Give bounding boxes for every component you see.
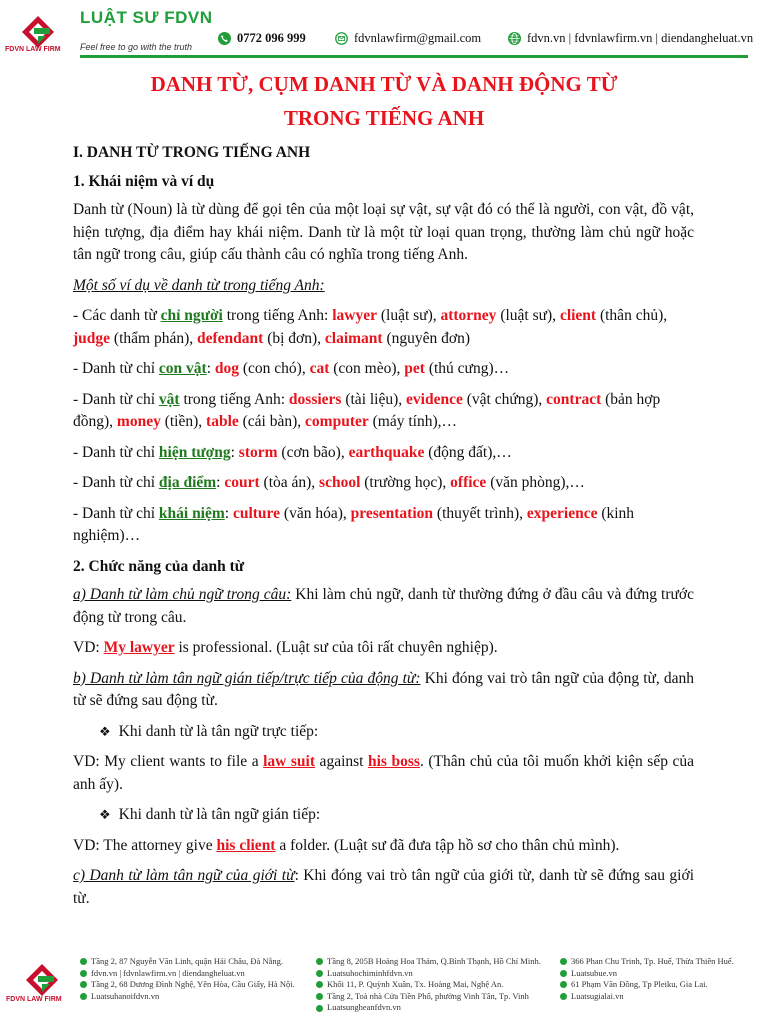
- example-word: school: [319, 474, 361, 491]
- category-label: vật: [158, 390, 180, 408]
- footer-offices-col-2: [316, 956, 541, 1014]
- page-title-line-1: DANH TỪ, CỤM DANH TỪ VÀ DANH ĐỘNG TỪ: [150, 72, 618, 96]
- section-heading: I. DANH TỪ TRONG TIẾNG ANH: [73, 144, 311, 161]
- example-people: - Các danh từ chỉ người trong tiếng Anh: lawyer (luật sư), attorney (luật sư), client (thân chủ), judge (thẩm phán), defendant (bị đơn), claimant (nguyên đơn): [73, 307, 668, 347]
- globe-icon: [80, 970, 87, 977]
- function-label: b) Danh từ làm tân ngữ gián tiếp/trực tiếp của động từ:: [73, 669, 421, 687]
- example-sentence: VD: The attorney give his client a folder. (Luật sư đã đưa tập hồ sơ cho thân chủ mình).: [73, 836, 620, 854]
- footer-line: Tầng 2, 68 Dương Đình Nghệ, Yên Hòa, Cầu Giấy, Hà Nội.: [80, 979, 295, 991]
- header-phone[interactable]: [218, 31, 306, 46]
- example-word: client: [559, 307, 597, 324]
- intro-paragraph: Danh từ (Noun) là từ dùng để gọi tên của một loại sự vật, sự vật đó có thể là người, con vật, đồ vật, hiện tượng, địa điểm hay khái niệm. Danh từ là một từ loại quan trọng, thường làm chủ ngữ hoặc tân ngữ trong câu, giúp cấu thành câu có nghĩa trong tiếng Anh.: [73, 201, 694, 263]
- globe-icon: [560, 993, 567, 1000]
- email-icon: [335, 32, 348, 45]
- footer-line: Luatsuhanoifdvn.vn: [80, 991, 295, 1003]
- footer-line: fdvn.vn | fdvnlawfirm.vn | diendangheluat.vn: [80, 968, 295, 980]
- example-word: presentation: [350, 504, 434, 522]
- page-footer: [0, 952, 768, 1024]
- footer-line: 366 Phan Chu Trinh, Tp. Huế, Thừa Thiên Huế.: [560, 956, 734, 968]
- footer-line: Luatsubue.vn: [560, 968, 734, 980]
- subsection-heading: 1. Khái niệm và ví dụ: [73, 172, 215, 190]
- bullet-direct-object: ❖ Khi danh từ là tân ngữ trực tiếp:: [99, 722, 319, 740]
- globe-icon: [508, 32, 521, 45]
- footer-offices-col-1: [80, 956, 295, 1002]
- example-word: evidence: [406, 390, 463, 408]
- location-icon: [316, 958, 323, 965]
- category-label: con vật: [158, 360, 207, 377]
- location-icon: [316, 993, 323, 1000]
- example-word: claimant: [324, 329, 383, 347]
- example-phenomena: - Danh từ chỉ hiện tượng: storm (cơn bão), earthquake (động đất),…: [73, 443, 512, 461]
- example-word: experience: [526, 504, 598, 522]
- highlighted-noun: My lawyer: [103, 639, 175, 656]
- globe-icon: [560, 970, 567, 977]
- function-preposition-object: c) Danh từ làm tân ngữ của giới từ: Khi đóng vai trò tân ngữ của giới từ, danh từ sẽ đứng sau giới từ.: [73, 867, 694, 907]
- location-icon: [560, 958, 567, 965]
- article-body: [73, 142, 694, 918]
- tagline: Feel free to go with the truth: [80, 42, 193, 52]
- globe-icon: [80, 993, 87, 1000]
- header-websites[interactable]: [508, 31, 753, 46]
- page-header: [0, 0, 768, 58]
- header-email[interactable]: [335, 31, 481, 46]
- location-icon: [316, 981, 323, 988]
- footer-line: Tầng 8, 205B Hoàng Hoa Thám, Q.Bình Thạnh, Hồ Chí Minh.: [316, 956, 541, 968]
- brand-name: LUẬT SƯ FDVN: [80, 8, 213, 27]
- example-word: earthquake: [348, 443, 425, 461]
- footer-line: Khối 11, P. Quỳnh Xuân, Tx. Hoàng Mai, Nghệ An.: [316, 979, 541, 991]
- fdvn-logo-icon: [24, 962, 60, 1000]
- example-word: defendant: [197, 329, 264, 347]
- example-word: computer: [305, 413, 369, 430]
- diamond-bullet-icon: ❖: [99, 807, 111, 822]
- phone-icon: [218, 32, 231, 45]
- location-icon: [80, 981, 87, 988]
- location-icon: [80, 958, 87, 965]
- category-label: khái niệm: [158, 504, 225, 522]
- location-icon: [560, 981, 567, 988]
- example-word: table: [206, 413, 239, 430]
- example-word: money: [116, 413, 161, 430]
- function-subject: a) Danh từ làm chủ ngữ trong câu: Khi làm chủ ngữ, danh từ thường đứng ở đầu câu và đứng trước động từ trong câu.: [73, 586, 694, 626]
- example-word: court: [224, 474, 260, 491]
- footer-line: Luatsunghеanfdvn.vn: [316, 1002, 541, 1014]
- example-word: cat: [309, 360, 330, 377]
- example-word: dossiers: [288, 390, 342, 408]
- example-sentence: VD: My client wants to file a law suit against his boss. (Thân chủ của tôi muốn khởi kiện sếp của anh ấy).: [73, 753, 695, 793]
- function-label: c) Danh từ làm tân ngữ của giới từ: [73, 867, 295, 884]
- example-word: attorney: [440, 307, 497, 324]
- example-word: contract: [546, 390, 602, 408]
- example-word: office: [450, 474, 487, 491]
- function-label: a) Danh từ làm chủ ngữ trong câu:: [73, 586, 292, 603]
- bullet-indirect-object: ❖ Khi danh từ là tân ngữ gián tiếp:: [99, 806, 321, 823]
- example-animals: - Danh từ chỉ con vật: dog (con chó), cat (con mèo), pet (thú cưng)…: [73, 360, 510, 377]
- subsection-heading: 2. Chức năng của danh từ: [73, 557, 245, 575]
- highlighted-noun: his client: [216, 836, 276, 854]
- example-things: - Danh từ chỉ vật trong tiếng Anh: dossiers (tài liệu), evidence (vật chứng), contract (bản hợp đồng), money (tiền), table (cái bàn), computer (máy tính),…: [73, 390, 661, 430]
- example-word: lawyer: [332, 307, 377, 324]
- example-concepts: - Danh từ chỉ khái niệm: culture (văn hóa), presentation (thuyết trình), experience (kinh nghiệm)…: [73, 504, 635, 544]
- footer-line: Luatsugialai.vn: [560, 991, 734, 1003]
- logo-caption: FDVN LAW FIRM: [5, 46, 61, 53]
- footer-logo-caption: FDVN LAW FIRM: [6, 996, 62, 1003]
- category-label: chỉ người: [160, 307, 223, 324]
- footer-line: Luatsuhochiminhfdvn.vn: [316, 968, 541, 980]
- header-divider: [80, 55, 748, 58]
- example-word: culture: [232, 504, 281, 522]
- example-word: dog: [214, 360, 239, 377]
- page-title-line-2: TRONG TIẾNG ANH: [283, 106, 485, 130]
- example-sentence: VD: My lawyer is professional. (Luật sư của tôi rất chuyên nghiệp).: [73, 639, 498, 656]
- footer-offices-col-3: [560, 956, 734, 1002]
- example-word: judge: [73, 329, 111, 347]
- example-word: pet: [404, 360, 425, 377]
- highlighted-noun: law suit: [263, 753, 316, 770]
- category-label: địa điểm: [158, 474, 217, 491]
- diamond-bullet-icon: ❖: [99, 723, 111, 739]
- email-address: fdvnlawfirm@gmail.com: [354, 31, 482, 45]
- examples-heading: Một số ví dụ về danh từ trong tiếng Anh:: [73, 276, 325, 294]
- example-word: storm: [238, 443, 278, 461]
- website-links: fdvn.vn | fdvnlawfirm.vn | diendangheluat.vn: [527, 31, 754, 45]
- footer-line: Tầng 2, Toà nhà Cửa Tiền Phố, phường Vinh Tân, Tp. Vinh: [316, 991, 541, 1003]
- globe-icon: [316, 1005, 323, 1012]
- function-object: b) Danh từ làm tân ngữ gián tiếp/trực tiếp của động từ: Khi đóng vai trò tân ngữ của động từ, danh từ sẽ đứng sau động từ.: [73, 669, 694, 709]
- footer-line: Tầng 2, 87 Nguyễn Văn Linh, quận Hải Châu, Đà Nẵng.: [80, 956, 295, 968]
- category-label: hiện tượng: [158, 443, 231, 461]
- phone-number: 0772 096 999: [237, 31, 306, 45]
- footer-line: 61 Phạm Văn Đồng, Tp Pleiku, Gia Lai.: [560, 979, 734, 991]
- highlighted-noun: his boss: [368, 753, 420, 770]
- example-places: - Danh từ chỉ địa điểm: court (tòa án), school (trường học), office (văn phòng),…: [73, 474, 585, 491]
- globe-icon: [316, 970, 323, 977]
